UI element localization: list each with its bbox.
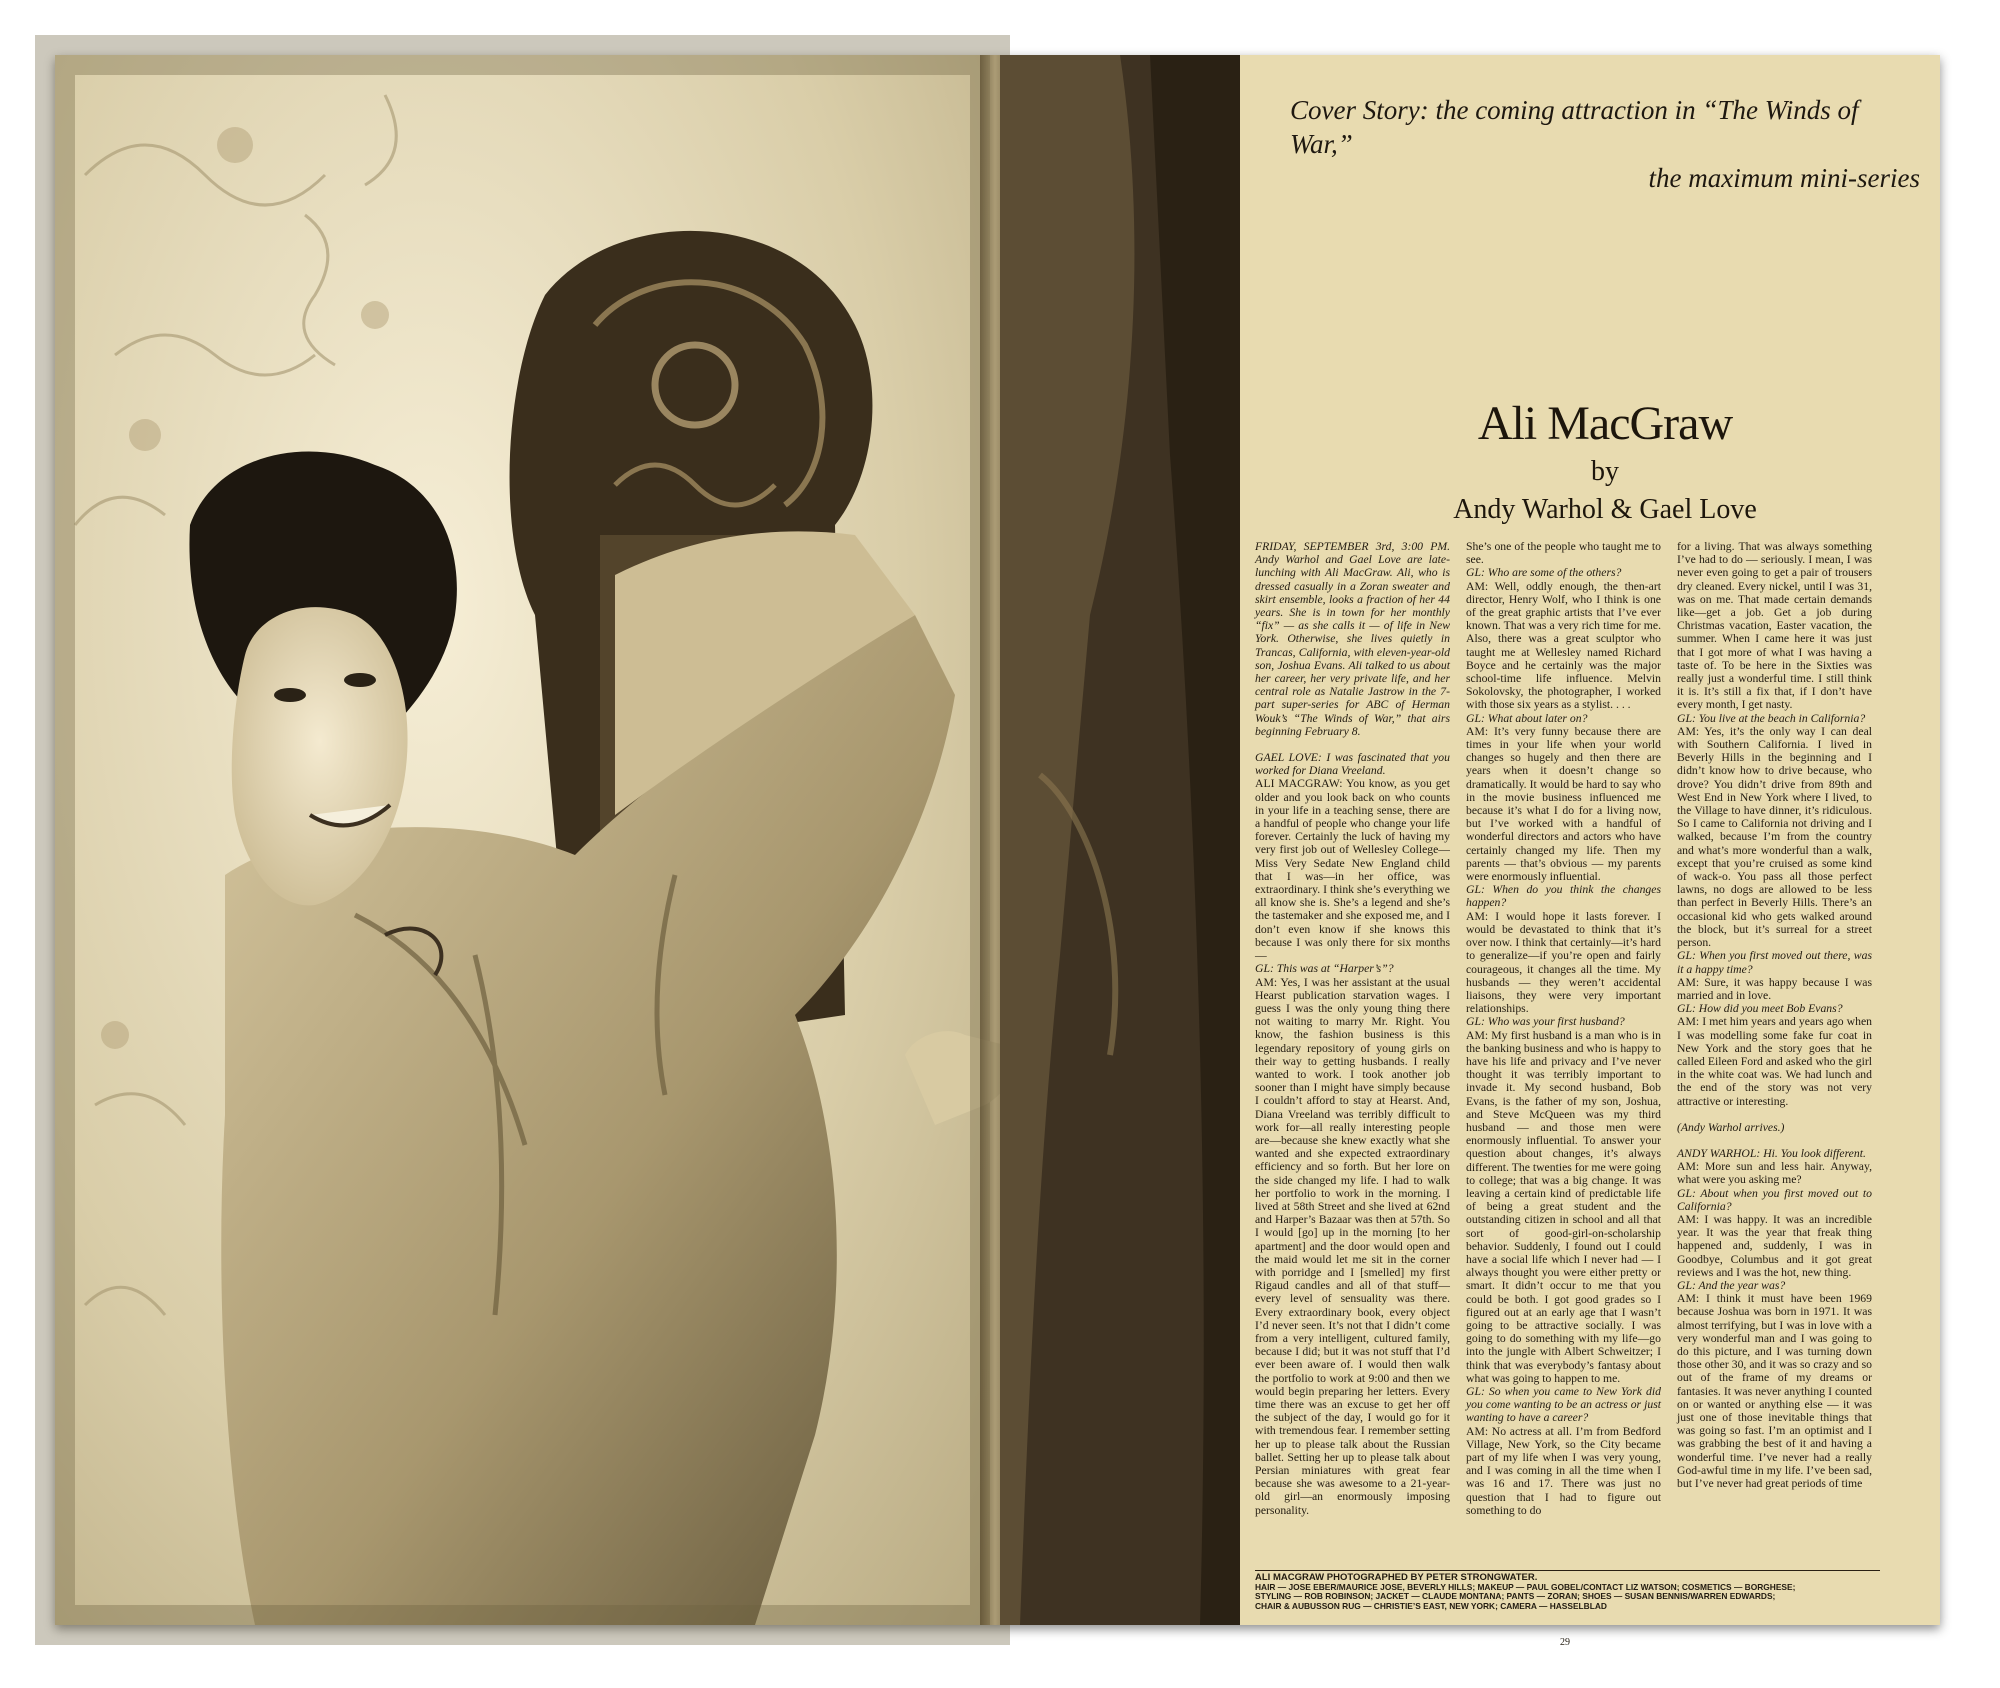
header-line-2: the maximum mini-series: [1648, 163, 1920, 193]
credits-line-4: CHAIR & AUBUSSON RUG — CHRISTIE’S EAST, NEW YORK; CAMERA — HASSELBLAD: [1255, 1600, 1607, 1611]
portrait-photograph: [55, 55, 990, 1625]
article-paragraph: GL: How did you meet Bob Evans?: [1677, 1002, 1843, 1016]
article-paragraph: She’s one of the people who taught me to see.: [1466, 540, 1661, 567]
article-paragraph: GL: You live at the beach in California?: [1677, 711, 1866, 725]
article-paragraph: AM: I think it must have been 1969 because Joshua was born in 1971. It was almost terrifying, but I was in love with a very wonderful man and I was going to do this picture, and I was turning down those other 30, and it was so crazy and so out of the frame of my dreams or fantasies. It was never anything I counted on or wanted or anything else — it was just one of those inevitable things that was going so fast. I’m an optimist and I was grabbing the best of it and having a wonderful time. I’ve never had a really God-awful time in my life. I’ve been sad, but I’ve never had great periods of time: [1677, 1292, 1872, 1491]
article-paragraph: GL: And the year was?: [1677, 1278, 1786, 1292]
byline-authors: Andy Warhol & Gael Love: [1453, 494, 1757, 525]
credits-line-3: STYLING — ROB ROBINSON; JACKET — CLAUDE MONTANA; PANTS — ZORAN; SHOES — SUSAN BENNIS/WARREN EDWARDS;: [1255, 1591, 1776, 1602]
article-paragraph: AM: Yes, I was her assistant at the usual Hearst publication starvation wages. I guess I was the only young thing there not waiting to marry Mr. Right. You know, the fashion business is this legendary repository of young girls on their way to getting husbands. I really wanted to work. I took another job sooner than I might have simply because I couldn’t afford to stay at Hearst. And, Diana Vreeland was terribly difficult to work for—all really interesting people are—because she knew exactly what she wanted and she expected extraordinary efficiency and so forth. But her lore on the side changed my life. I had to walk her portfolio to work in the morning. I lived at 58th Street and she lived at 62nd and Harper’s Bazaar was then at 57th. So I would [go] up in the morning [to her apartment] and the door would open and the maid would let me sit in the corner with porridge and I [smelled] my first Rigaud candles and all of that stuff—every level of sensuality was there. Every extraordinary book, every object I’d never seen. It’s not that I didn’t come from a very intelligent, cultured family, because I did; but it was not stuff that I’d ever been aware of. I would then walk the portfolio to work at 9:00 and then we would begin preparing her letters. Every time there was an excuse to get her off the subject of the day, I would go for it with tremendous fear. I remember setting her up to please talk about the Russian ballet. Setting her up to please talk about Persian miniatures with great fear because she was awesome to a 21-year-old girl—an enormously imposing personality.: [1255, 975, 1450, 1517]
header-line-1: Cover Story: the coming attraction in “The Winds of War,”: [1290, 95, 1859, 159]
article-paragraph: AM: It’s very funny because there are times in your life when your world changes so hugely and then there are years when it doesn’t change so dramatically. It would be hard to say who in the movie business influenced me because it’s what I do for a living now, but I’ve worked with a handful of wonderful directors and actors who have certainly changed my life. Then my parents — that’s obvious — my parents were enormously influential.: [1466, 724, 1661, 884]
article-title: Ali MacGraw: [1477, 397, 1733, 450]
article-paragraph: GAEL LOVE: I was fascinated that you worked for Diana Vreeland.: [1255, 751, 1450, 778]
article-paragraph: FRIDAY, SEPTEMBER 3rd, 3:00 PM. Andy Warhol and Gael Love are late-lunching with Ali MacGraw. Ali, who is dressed casually in a Zoran sweater and skirt ensemble, looks a fraction of her 44 years. She is in town for her monthly “fix” — as she calls it — of life in New York. Otherwise, she lives quietly in Trancas, California, with eleven-year-old son, Joshua Evans. Ali talked to us about her career, her very private life, and her central role as Natalie Jastrow in the 7-part super-series for ABC of Herman Wouk’s “The Winds of War,” that airs beginning February 8.: [1255, 540, 1450, 738]
article-paragraph: AM: More sun and less hair. Anyway, what were you asking me?: [1677, 1160, 1872, 1187]
credits-rule: [1255, 1570, 1880, 1571]
text-column-2: [1466, 540, 1661, 1565]
credits-line-2: HAIR — JOSE EBER/MAURICE JOSE, BEVERLY HILLS; MAKEUP — PAUL GOBEL/CONTACT LIZ WATSON; COSMETICS — BORGHESE;: [1255, 1581, 1796, 1592]
article-paragraph: GL: So when you came to New York did you come wanting to be an actress or just wanting to have a career?: [1466, 1385, 1661, 1425]
right-page: [1000, 55, 1940, 1648]
article-paragraph: AM: My first husband is a man who is in the banking business and who is happy to have his life and privacy and I’ve never thought it was terribly important to invade it. My second husband, Bob Evans, is the father of my son, Joshua, and Steve McQueen was my third husband — and those men were enormously influential. To answer your question about changes, it’s always different. The twenties for me were going to college; that was a big change. It was leaving a certain kind of predictable life of being a great student and the outstanding citizen in school and all that sort of good-girl-on-scholarship behavior. Suddenly, I found out I could have a social life which I never had — I always thought you were either pretty or smart. It didn’t occur to me that you could be both. I got good grades so I figured out at an early age that I wasn’t going to be attractive socially. I was going to do something with my life—go into the jungle with Albert Schweitzer; I think that was everybody’s fantasy about what was going to happen to me.: [1466, 1028, 1661, 1385]
article-paragraph: for a living. That was always something I’ve had to do — seriously. I mean, I was never even going to get a pair of trousers dry cleaned. Every nickel, until I was 31, was on me. That made certain demands like—get a job. Get a job during Christmas vacation, Easter vacation, the summer. When I came here it was just that I got more of what I was having a taste of. To be here in the Sixties was really just a wonderful time. I still think it is. It’s still a fix that, if I don’t have every month, I get nasty.: [1677, 540, 1872, 712]
page-number: 29: [1560, 1637, 1570, 1648]
text-column-1: [1255, 540, 1450, 1565]
article-paragraph: AM: I met him years and years ago when I was modelling some fake fur coat in New York and the story goes that he called Eileen Ford and asked who the girl in the white coat was. We had lunch and the end of the story was not very attractive or interesting.: [1677, 1015, 1872, 1108]
article-paragraph: ALI MACGRAW: You know, as you get older and you look back on who counts in your life in a teaching sense, there are a handful of people who change your life forever. Certainly the luck of having my very first job out of Wellesley College—Miss Very Sedate New England child that I was—in her office, was extraordinary. I think she’s everything we all know she is. She’s a legend and she’s the tastemaker and she exposed me, and I don’t even know if she knows this because I was only there for six months—: [1255, 777, 1450, 963]
article-paragraph: AM: Yes, it’s the only way I can deal with Southern California. I lived in Beverly Hills in the beginning and I didn’t know how to drive because, who drove? You didn’t drive from 89th and West End in New York where I lived, to the Village to have dinner, it’s ridiculous. So I came to California not driving and I walked, because I’m from the country and what’s more wonderful than a walk, except that you’re cruised as some kind of wack-o. You pass all those perfect lawns, no dogs are allowed to be less than perfect in Beverly Hills. There’s an occasional kid who gets walked around the block, but it’s surreal for a street person.: [1677, 724, 1872, 950]
byline-by: by: [1591, 456, 1619, 487]
text-column-3: [1677, 540, 1872, 1565]
cover-story-header: [1290, 93, 1920, 195]
article-paragraph: GL: Who was your first husband?: [1466, 1015, 1625, 1029]
article-paragraph: GL: When you first moved out there, was it a happy time?: [1677, 949, 1872, 976]
article-paragraph: AM: I would hope it lasts forever. I would be devastated to think that it’s over now. I think that certainly—it’s hard to generalize—if you’re open and fairly courageous, it changes all the time. My husbands — they weren’t accidental liaisons, they were very important relationships.: [1466, 909, 1661, 1016]
photo-credits: [1255, 1573, 1880, 1611]
article-paragraph: GL: When do you think the changes happen?: [1466, 883, 1661, 910]
article-paragraph: GL: Who are some of the others?: [1466, 566, 1622, 580]
article-paragraph: ANDY WARHOL: Hi. You look different.: [1677, 1146, 1866, 1160]
article-paragraph: GL: About when you first moved out to California?: [1677, 1186, 1872, 1213]
article-paragraph: AM: Sure, it was happy because I was married and in love.: [1677, 975, 1872, 1002]
magazine-spread: [55, 55, 1940, 1648]
article-paragraph: GL: This was at “Harper’s”?: [1255, 962, 1394, 976]
article-paragraph: AM: No actress at all. I’m from Bedford Village, New York, so the City became part of my life when I was very young, and I was coming in all the time when I was 16 and 17. There was just no question that I had to figure out something to do: [1466, 1424, 1661, 1517]
article-paragraph: AM: Well, oddly enough, the then-art director, Henry Wolf, who I think is one of the great graphic artists that I’ve ever known. That was a very rich time for me. Also, there was a great sculptor who taught me at Wellesley named Richard Boyce and he certainly was the major school-time life influence. Melvin Sokolovsky, the photographer, I worked with those six years as a stylist. . . .: [1466, 579, 1661, 712]
article-paragraph: AM: I was happy. It was an incredible year. It was the year that freak thing happened and, suddenly, I was in Goodbye, Columbus and it got great reviews and I was the hot, new thing.: [1677, 1212, 1872, 1279]
credits-line-1: ALI MACGRAW PHOTOGRAPHED BY PETER STRONGWATER.: [1255, 1572, 1538, 1583]
article-paragraph: GL: What about later on?: [1466, 711, 1588, 725]
article-title-block: [1290, 395, 1920, 529]
photo-continuation: [1000, 55, 1240, 1625]
left-page-photo: [55, 55, 990, 1625]
article-paragraph: (Andy Warhol arrives.): [1677, 1120, 1785, 1134]
